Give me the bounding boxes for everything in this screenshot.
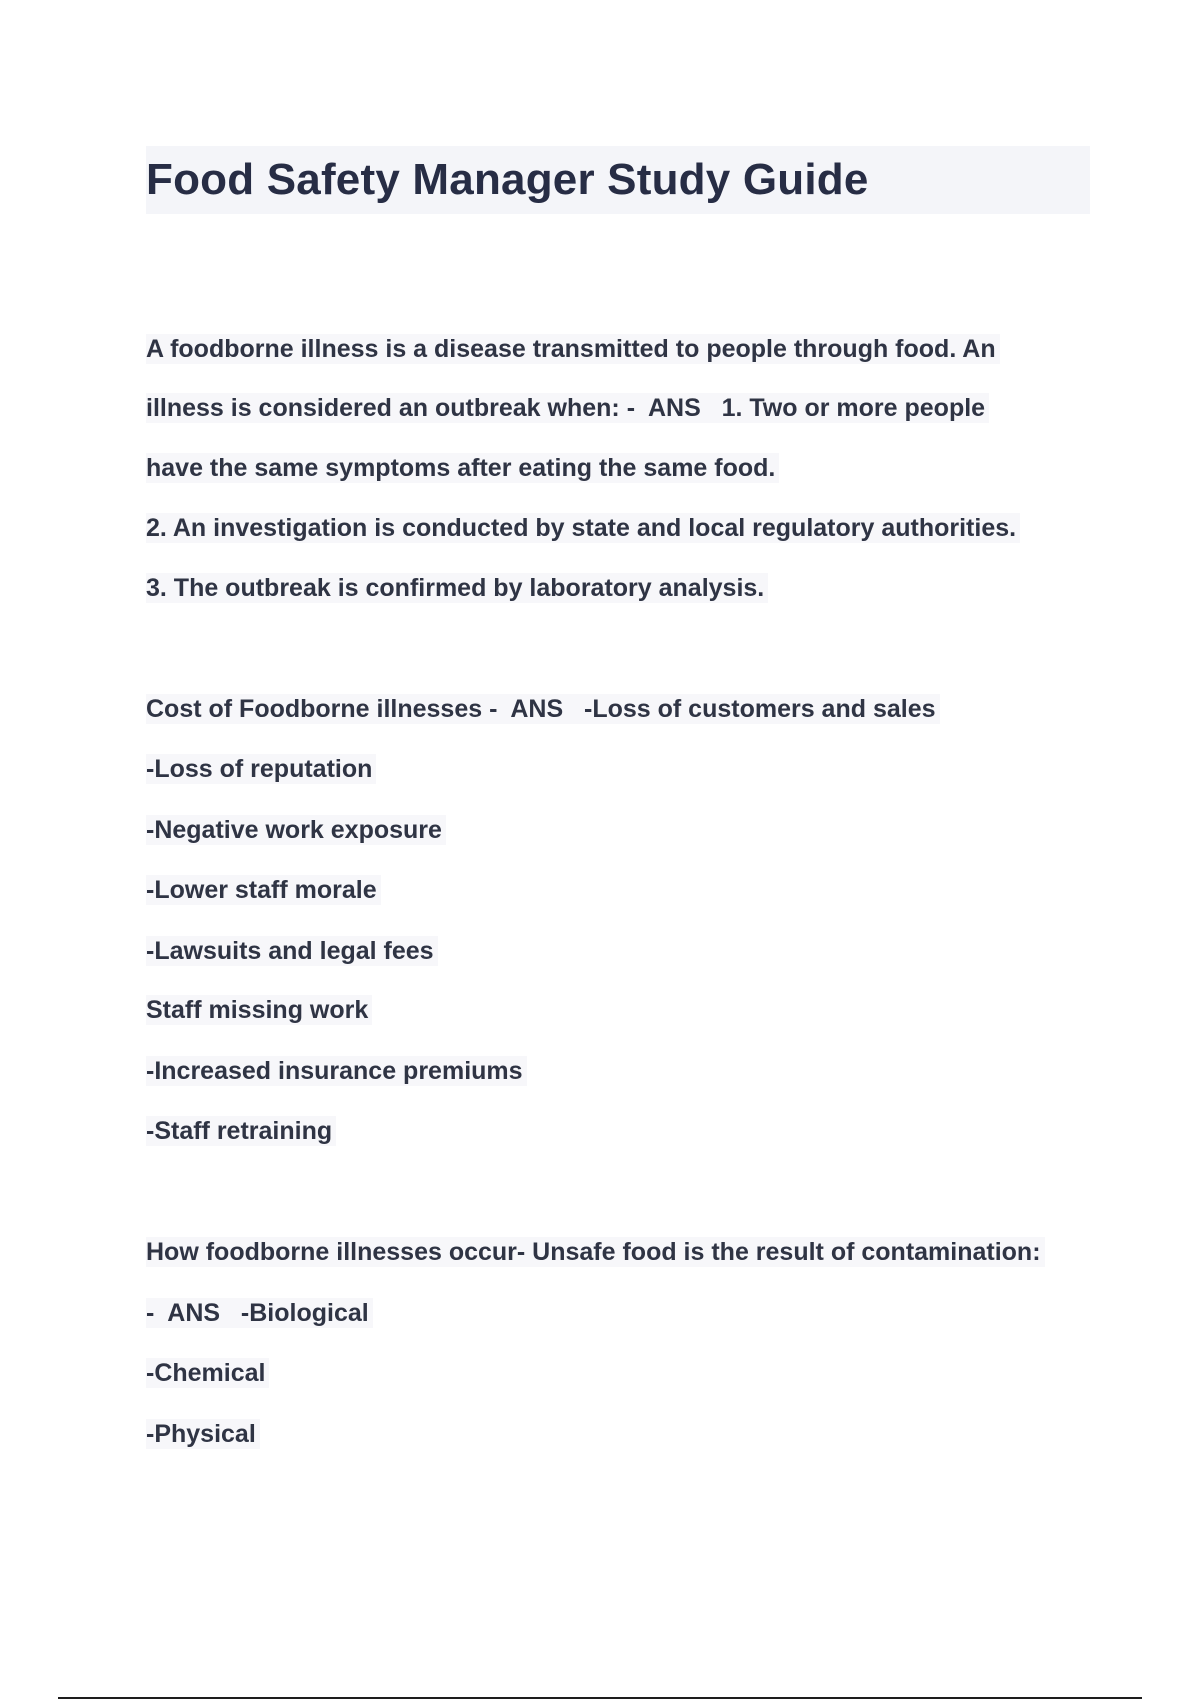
text-line: 3. The outbreak is confirmed by laboratory analysis. xyxy=(146,573,768,603)
page-bottom-rule xyxy=(58,1697,1142,1699)
text-line: How foodborne illnesses occur- Unsafe food is the result of contamination: xyxy=(146,1237,1045,1267)
list-item: -Lawsuits and legal fees xyxy=(146,936,438,966)
list-item: -Chemical xyxy=(146,1358,269,1388)
list-item: -Staff retraining xyxy=(146,1116,336,1146)
text-line: have the same symptoms after eating the same food. xyxy=(146,453,779,483)
text-line: Cost of Foodborne illnesses - ANS -Loss of customers and sales xyxy=(146,694,940,724)
page-title: Food Safety Manager Study Guide xyxy=(146,146,1090,214)
text-line: illness is considered an outbreak when: - ANS 1. Two or more people xyxy=(146,393,989,423)
text-line: 2. An investigation is conducted by state and local regulatory authorities. xyxy=(146,513,1020,543)
list-item: - ANS -Biological xyxy=(146,1298,373,1328)
list-item: -Physical xyxy=(146,1419,260,1449)
list-item: -Loss of reputation xyxy=(146,754,376,784)
list-item: -Increased insurance premiums xyxy=(146,1056,527,1086)
list-item: Staff missing work xyxy=(146,995,372,1025)
list-item: -Negative work exposure xyxy=(146,815,446,845)
list-item: -Lower staff morale xyxy=(146,875,381,905)
text-line: A foodborne illness is a disease transmitted to people through food. An xyxy=(146,334,1000,364)
